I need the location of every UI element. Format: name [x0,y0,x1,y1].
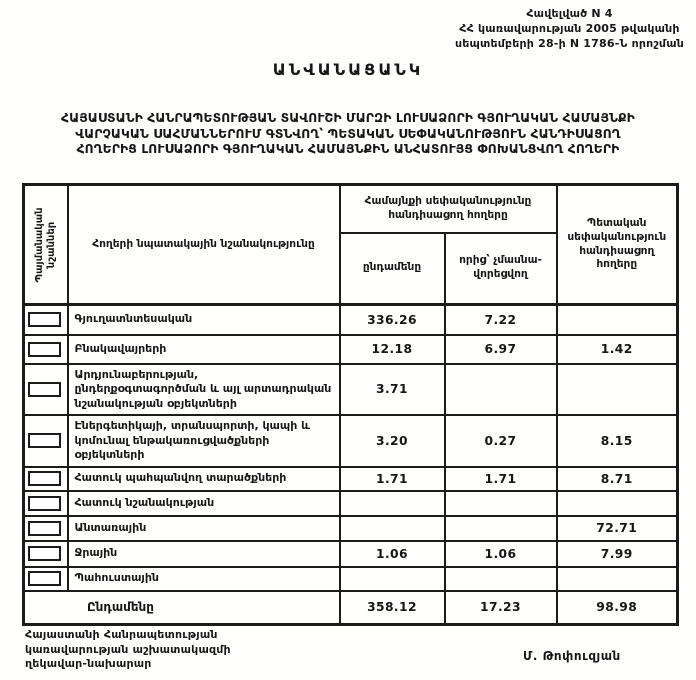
non-privatized-value [445,567,557,591]
table-row [24,335,678,364]
symbol-cell [24,567,68,591]
table-row [24,491,678,516]
community-total-value [340,516,445,541]
land-category-label: Արդյունաբերության, ընդերքօգտագործման և այլ արտադրական նշանակության օբյեկտների [74,367,332,410]
appendix-reference [455,6,684,51]
non-privatized-value: 1.71 [445,467,557,491]
symbol-box [28,433,61,448]
table-row [24,305,678,335]
subtitle-line: ՎԱՐՉԱԿԱՆ ՍԱՀՄԱՆՆԵՐՈՒՄ ԳՏՆՎՈՂ՝ ՊԵՏԱԿԱՆ ՍԵՓԱԿԱՆՈՒԹՅՈՒՆ ՀԱՆԴԻՍԱՑՈՂ [75,126,621,141]
land-category-label: Պահուստային [74,571,159,585]
symbol-cell [24,415,68,467]
community-total-value [340,567,445,591]
non-privatized-value [445,364,557,416]
state-value: 1.42 [557,335,678,364]
non-privatized-value: 6.97 [445,335,557,364]
land-category-cell [68,364,340,416]
column-header-state-lands: Պետական սեփականություն հանդիսացող հողերը [557,185,678,305]
symbol-cell [24,491,68,516]
land-category-label: Ջրային [74,546,118,560]
state-value: 8.15 [557,415,678,467]
state-value [557,567,678,591]
state-value: 72.71 [557,516,678,541]
symbol-box [28,546,61,561]
symbol-box [28,342,61,357]
document-subtitle [0,111,696,158]
land-category-label: Հատուկ նշանակության [74,495,215,509]
total-community-value: 358.12 [340,591,445,625]
table-row [24,516,678,541]
state-value [557,364,678,416]
appendix-line: Հավելված N 4 [526,7,613,20]
total-label: Ընդամենը [24,591,340,625]
community-total-value: 1.71 [340,467,445,491]
land-category-label: Հատուկ պահպանվող տարածքների [74,471,287,485]
symbol-cell [24,467,68,491]
land-category-label: Բնակավայրերի [74,341,167,355]
column-header-symbols: Պայմանական նշաններ [33,207,57,282]
state-value: 8.71 [557,467,678,491]
state-value: 7.99 [557,541,678,567]
community-total-value: 12.18 [340,335,445,364]
column-header-total: ընդամենը [340,233,445,305]
table-row [24,364,678,416]
non-privatized-value: 0.27 [445,415,557,467]
total-row [24,591,678,625]
land-category-cell [68,491,340,516]
column-header-non-privatized: որից՝ չմասնա-վորեցվող [445,233,557,305]
column-header-designation: Հողերի նպատակային նշանակությունը [68,185,340,305]
signatory-title-line: կառավարության աշխատակազմի [25,642,231,656]
signatory-name: Մ. Թոփուզյան [523,649,621,663]
symbol-box [28,382,61,397]
column-header-community-group: Համայնքի սեփականությունը հանդիսացող հողերը [340,185,557,233]
total-non-privatized-value: 17.23 [445,591,557,625]
document-title: ԱՆՎԱՆԱՑԱՆԿ [272,60,424,79]
symbol-box [28,521,61,536]
table-row [24,541,678,567]
symbol-box [28,471,61,486]
symbol-cell [24,516,68,541]
signatory-title [25,628,231,672]
subtitle-line: ՀՈՂԵՐԻՑ ԼՈՒՍԱՁՈՐԻ ԳՅՈՒՂԱԿԱՆ ՀԱՄԱՅՆՔԻՆ ԱՆՀԱՏՈՒՅՑ ՓՈԽԱՆՑՎՈՂ ՀՈՂԵՐԻ [76,142,620,156]
symbol-cell [24,305,68,335]
non-privatized-value [445,516,557,541]
land-category-label: Գյուղատնտեսական [74,312,193,326]
non-privatized-value: 7.22 [445,305,557,335]
land-category-cell [68,541,340,567]
appendix-line: ՀՀ կառավարության 2005 թվականի [459,22,680,35]
table-row [24,467,678,491]
non-privatized-value: 1.06 [445,541,557,567]
land-category-label: Էներգետիկայի, տրանսպորտի, կապի և կոմունալ ենթակառուցվածքների օբյեկտների [74,419,311,462]
land-category-cell [68,516,340,541]
table-row [24,415,678,467]
land-category-label: Անտառային [74,520,147,534]
table-row [24,567,678,591]
symbol-cell [24,364,68,416]
community-total-value: 3.20 [340,415,445,467]
total-state-value: 98.98 [557,591,678,625]
community-total-value: 1.06 [340,541,445,567]
signatory-title-line: Հայաստանի Հանրապետության [25,628,218,641]
symbol-box [28,571,61,586]
land-category-cell [68,567,340,591]
column-header-symbols-cell [24,185,68,305]
symbol-box [28,496,61,511]
state-value [557,491,678,516]
appendix-line: սեպտեմբերի 28-ի N 1786-Ն որոշման [454,37,684,50]
symbol-cell [24,541,68,567]
land-category-cell [68,335,340,364]
state-value [557,305,678,335]
symbol-cell [24,335,68,364]
non-privatized-value [445,491,557,516]
community-total-value [340,491,445,516]
community-total-value: 3.71 [340,364,445,416]
community-total-value: 336.26 [340,305,445,335]
land-allocation-table [22,183,679,626]
land-category-cell [68,415,340,467]
signatory-title-line: ղեկավար-նախարար [25,657,152,670]
land-category-cell [68,467,340,491]
subtitle-line: ՀԱՅԱՍՏԱՆԻ ՀԱՆՐԱՊԵՏՈՒԹՅԱՆ ՏԱՎՈՒՇԻ ՄԱՐԶԻ ԼՈՒՍԱՁՈՐԻ ԳՅՈՒՂԱԿԱՆ ՀԱՄԱՅՆՔԻ [61,111,635,125]
symbol-box [28,312,61,327]
land-category-cell [68,305,340,335]
